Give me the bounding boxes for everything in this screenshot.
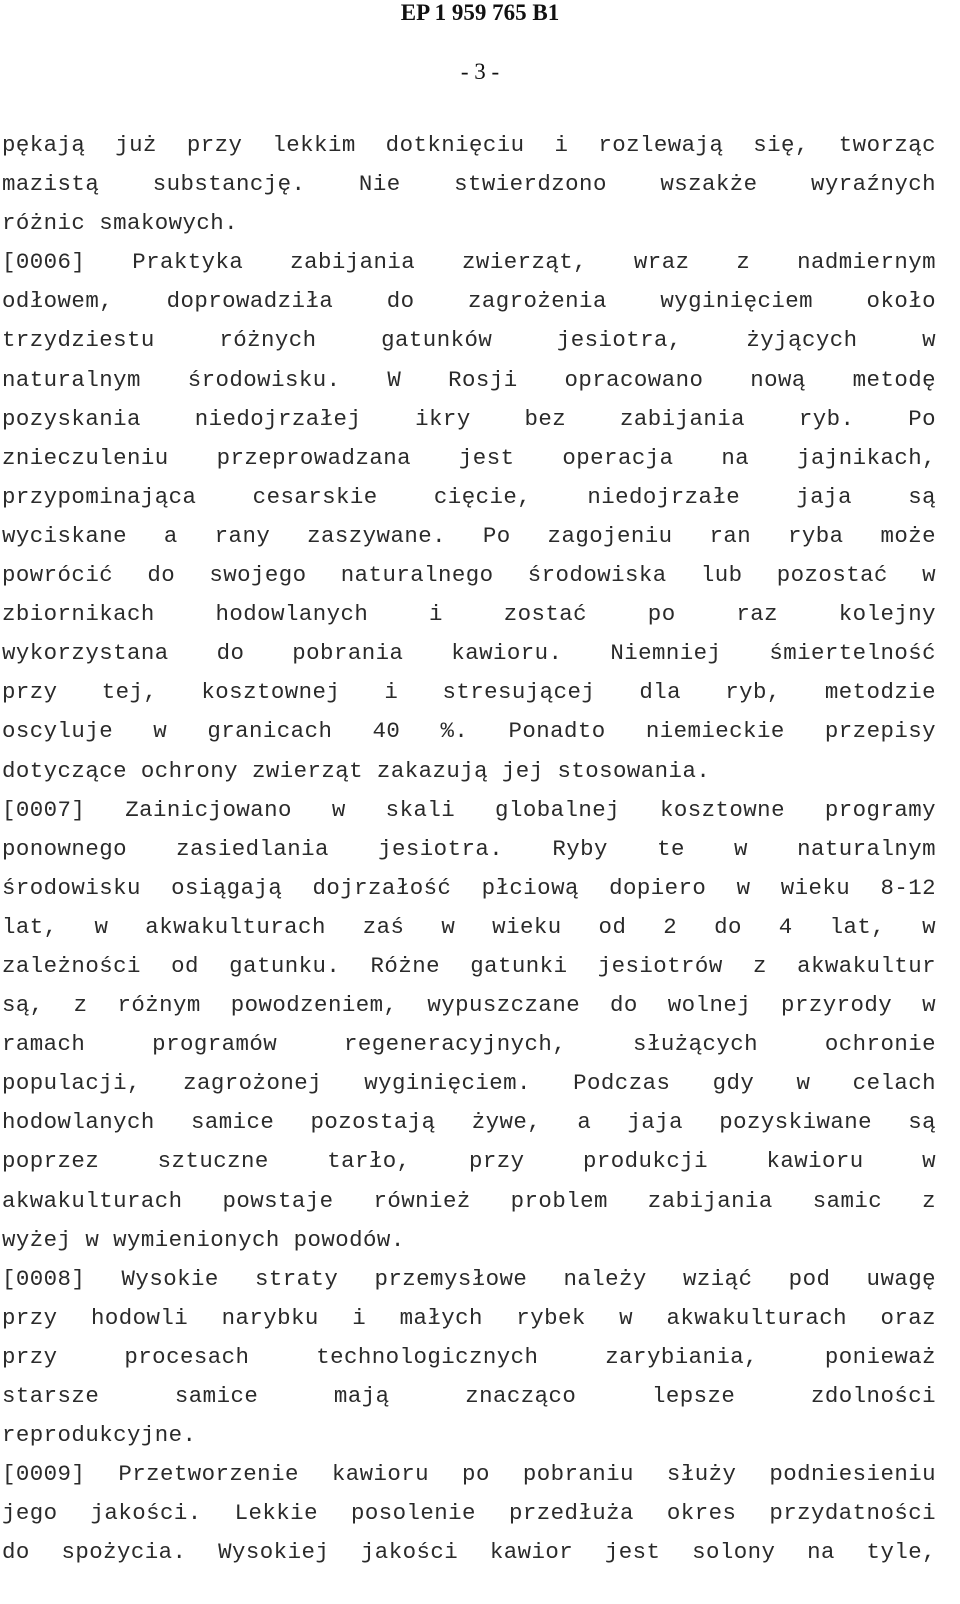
text-line: wyciskane a rany zaszywane. Po zagojeniu ran ryba może	[2, 522, 936, 549]
text-line: mazistą substancję. Nie stwierdzono wszakże wyraźnych	[2, 171, 936, 198]
text-line: powrócić do swojego naturalnego środowiska lub pozostać w	[2, 562, 936, 589]
body-text	[2, 126, 936, 1572]
text-line: wykorzystana do pobrania kawioru. Niemniej śmiertelność	[2, 640, 936, 667]
text-line: populacji, zagrożonej wyginięciem. Podczas gdy w celach	[2, 1070, 936, 1097]
patent-number-header: EP 1 959 765 B1	[400, 0, 560, 25]
text-line: ponownego zasiedlania jesiotra. Ryby te w naturalnym	[2, 835, 936, 862]
text-line: dotyczące ochrony zwierząt zakazują jej stosowania.	[2, 757, 711, 784]
text-line: znieczuleniu przeprowadzana jest operacja na jajnikach,	[2, 444, 936, 471]
text-line: przy tej, kosztownej i stresującej dla ryb, metodzie	[2, 679, 936, 706]
text-line: starsze samice mają znacząco lepsze zdolności	[2, 1383, 936, 1409]
text-line: [0007] Zainicjowano w skali globalnej kosztowne programy	[2, 796, 936, 823]
text-line: pozyskania niedojrzałej ikry bez zabijania ryb. Po	[2, 405, 936, 432]
text-line: lat, w akwakulturach zaś w wieku od 2 do 4 lat, w	[2, 913, 936, 940]
text-line: trzydziestu różnych gatunków jesiotra, żyjących w	[2, 327, 936, 354]
text-line: różnic smakowych.	[2, 210, 239, 237]
text-line: przy hodowli narybku i małych rybek w akwakulturach oraz	[2, 1304, 936, 1331]
text-line: [0009] Przetworzenie kawioru po pobraniu służy podniesieniu	[2, 1461, 936, 1488]
text-line: naturalnym środowisku. W Rosji opracowano nową metodę	[2, 366, 936, 393]
text-line: [0008] Wysokie straty przemysłowe należy wziąć pod uwagę	[2, 1265, 936, 1292]
page-number: - 3 -	[460, 59, 500, 84]
text-line: hodowlanych samice pozostają żywe, a jaja pozyskiwane są	[2, 1109, 936, 1136]
text-line: zależności od gatunku. Różne gatunki jesiotrów z akwakultur	[2, 952, 936, 979]
text-line: wyżej w wymienionych powodów.	[2, 1226, 405, 1253]
text-line: pękają już przy lekkim dotknięciu i rozlewają się, tworząc	[2, 132, 936, 158]
text-line: środowisku osiągają dojrzałość płciową dopiero w wieku 8-12	[2, 874, 936, 901]
text-line: oscyluje w granicach 40 %. Ponadto niemieckie przepisy	[2, 718, 936, 745]
text-line: są, z różnym powodzeniem, wypuszczane do wolnej przyrody w	[2, 992, 936, 1019]
text-line: jego jakości. Lekkie posolenie przedłuża okres przydatności	[2, 1500, 936, 1527]
text-line: akwakulturach powstaje również problem zabijania samic z	[2, 1187, 936, 1214]
text-line: reprodukcyjne.	[2, 1422, 197, 1449]
text-line: ramach programów regeneracyjnych, służących ochronie	[2, 1031, 936, 1058]
text-line: [0006] Praktyka zabijania zwierząt, wraz z nadmiernym	[2, 249, 936, 276]
text-line: przypominająca cesarskie cięcie, niedojrzałe jaja są	[2, 483, 936, 510]
text-line: odłowem, doprowadziła do zagrożenia wyginięciem około	[2, 288, 936, 315]
text-line: zbiornikach hodowlanych i zostać po raz kolejny	[2, 601, 936, 628]
text-line: przy procesach technologicznych zarybiania, ponieważ	[2, 1343, 936, 1370]
text-line: do spożycia. Wysokiej jakości kawior jest solony na tyle,	[2, 1539, 936, 1566]
text-line: poprzez sztuczne tarło, przy produkcji kawioru w	[2, 1148, 936, 1175]
